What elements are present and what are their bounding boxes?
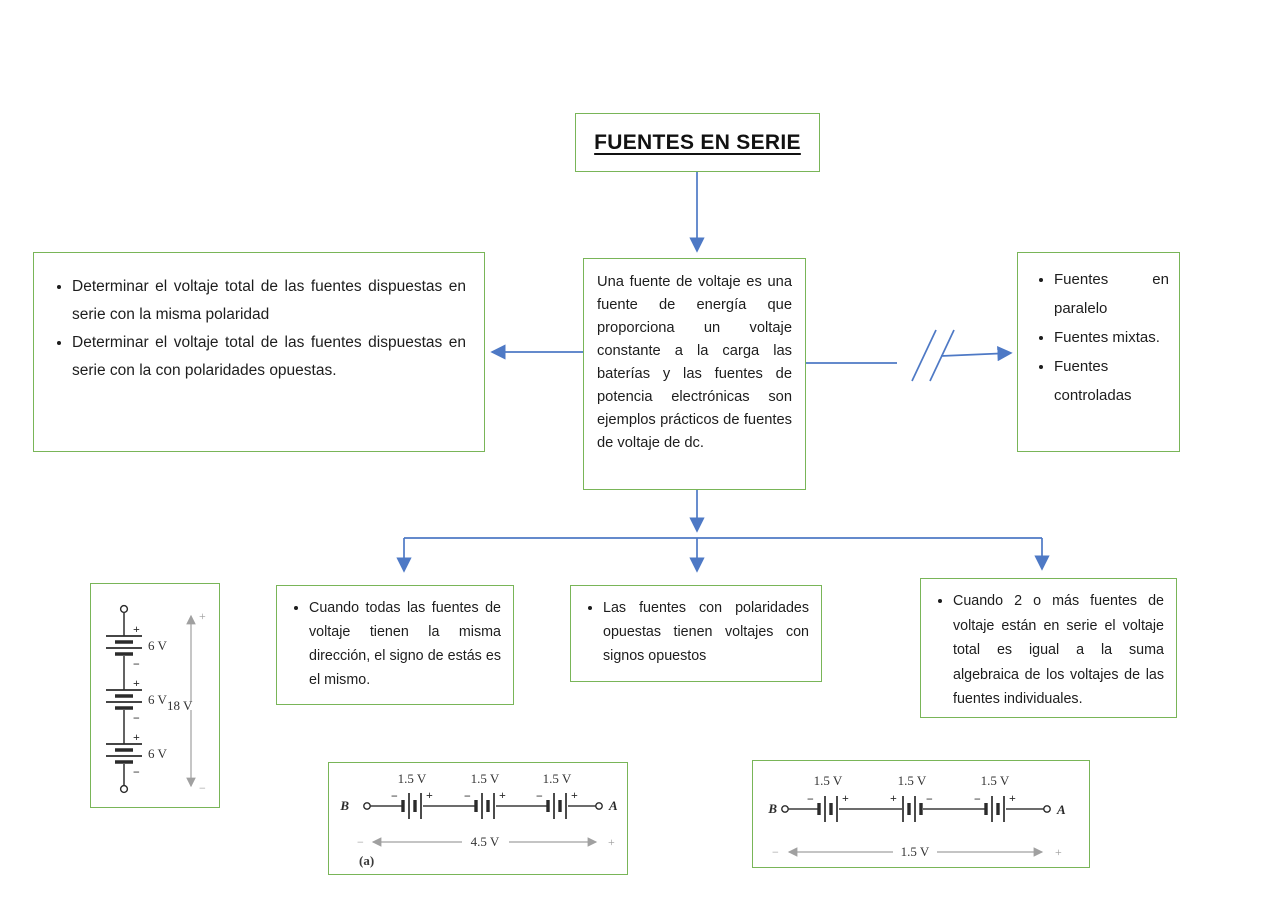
circuit-b-figure-box xyxy=(752,760,1090,868)
battery-3-minus-sign: − xyxy=(974,792,981,806)
sum-box xyxy=(920,578,1177,718)
total-plus-sign: + xyxy=(1055,845,1062,859)
battery-1-plus-sign: + xyxy=(842,791,849,805)
list-item: • Determinar el voltaje total de las fuentes dispuestas en serie con la misma polaridad xyxy=(72,273,466,329)
battery-2-plus-sign: + xyxy=(890,791,897,805)
total-minus-sign: − xyxy=(199,781,206,795)
terminal-circle-a xyxy=(596,803,602,809)
list-item: • Fuentes mixtas. xyxy=(1054,323,1169,352)
list-item: • Cuando 2 o más fuentes de voltaje están en serie el voltaje total es igual a la suma algebraica de los voltajes de las fuentes individuales. xyxy=(953,589,1164,712)
objectives-list xyxy=(48,273,466,385)
battery-1-minus-sign: − xyxy=(133,657,140,671)
battery-3-plus-sign: + xyxy=(1009,791,1016,805)
battery-1-minus-sign: − xyxy=(807,792,814,806)
list-item: • Cuando todas las fuentes de voltaje tienen la misma dirección, el signo de estás es el mismo. xyxy=(309,596,501,692)
battery-symbol-2 xyxy=(476,793,494,819)
terminal-circle-top xyxy=(121,606,128,613)
title-box xyxy=(575,113,820,172)
related-list xyxy=(1026,265,1169,410)
battery-symbol-1 xyxy=(403,793,421,819)
battery-3-label: 6 V xyxy=(148,746,167,761)
circuit-a-figure-box xyxy=(328,762,628,875)
total-minus-sign: − xyxy=(772,845,779,859)
battery-3-minus-sign: − xyxy=(536,789,543,803)
circuit-b-figure xyxy=(753,761,1088,866)
battery-2-label: 1.5 V xyxy=(470,771,500,786)
battery-symbol-2 xyxy=(106,690,142,708)
terminal-circle-bottom xyxy=(121,786,128,793)
terminal-circle-b xyxy=(782,806,788,812)
battery-1-minus-sign: − xyxy=(391,789,398,803)
total-plus-sign: + xyxy=(608,835,615,849)
battery-2-minus-sign: − xyxy=(133,711,140,725)
battery-3-label: 1.5 V xyxy=(980,773,1010,788)
opposite-polarity-list xyxy=(579,596,809,668)
terminal-b-label: B xyxy=(768,801,777,816)
battery-symbol-3 xyxy=(106,744,142,762)
break-slash-1 xyxy=(912,330,936,381)
battery-3-label: 1.5 V xyxy=(542,771,572,786)
battery-symbol-3 xyxy=(548,793,566,819)
battery-1-label: 1.5 V xyxy=(813,773,843,788)
related-box xyxy=(1017,252,1180,452)
battery-1-plus-sign: + xyxy=(133,622,140,636)
list-item: • Fuentes en paralelo xyxy=(1054,265,1169,323)
total-plus-sign: + xyxy=(199,609,206,623)
list-item: • Fuentes controladas xyxy=(1054,352,1169,410)
battery-symbol-2-reversed xyxy=(903,796,921,822)
page-title: FUENTES EN SERIE xyxy=(594,130,801,154)
terminal-circle-a xyxy=(1044,806,1050,812)
battery-3-plus-sign: + xyxy=(133,730,140,744)
opposite-polarity-box xyxy=(570,585,822,682)
terminal-b-label: B xyxy=(340,798,349,813)
arrow-to-related xyxy=(941,353,1011,356)
battery-2-label: 1.5 V xyxy=(897,773,927,788)
battery-1-label: 1.5 V xyxy=(397,771,427,786)
intro-box xyxy=(583,258,806,490)
terminal-a-label: A xyxy=(609,798,618,813)
battery-symbol-1 xyxy=(106,636,142,654)
figure-caption: (a) xyxy=(359,853,375,868)
total-minus-sign: − xyxy=(357,835,364,849)
battery-symbol-3 xyxy=(986,796,1004,822)
battery-2-minus-sign: − xyxy=(464,789,471,803)
same-direction-box xyxy=(276,585,514,705)
battery-symbol-1 xyxy=(819,796,837,822)
terminal-a-label: A xyxy=(1057,802,1066,817)
total-voltage-label: 4.5 V xyxy=(470,834,500,849)
total-voltage-label: 18 V xyxy=(167,698,193,713)
list-item: • Las fuentes con polaridades opuestas tienen voltajes con signos opuestos xyxy=(603,596,809,668)
objectives-box xyxy=(33,252,485,452)
battery-2-plus-sign: + xyxy=(499,788,506,802)
break-slash-2 xyxy=(930,330,954,381)
circuit-a-figure xyxy=(329,763,626,873)
battery-1-plus-sign: + xyxy=(426,788,433,802)
battery-1-label: 6 V xyxy=(148,638,167,653)
intro-text: Una fuente de voltaje es una fuente de energía que proporciona un voltaje constante a la carga las baterías y las fuentes de potencia electrónicas son ejemplos prácticos de fuentes de voltaje de dc. xyxy=(597,274,792,451)
battery-2-label: 6 V xyxy=(148,692,167,707)
same-direction-list xyxy=(285,596,501,692)
series-battery-figure-box xyxy=(90,583,220,808)
sum-list xyxy=(929,589,1164,712)
battery-3-minus-sign: − xyxy=(133,765,140,779)
series-battery-figure xyxy=(91,584,218,806)
terminal-circle-b xyxy=(364,803,370,809)
total-voltage-label: 1.5 V xyxy=(900,844,930,859)
battery-2-plus-sign: + xyxy=(133,676,140,690)
list-item: • Determinar el voltaje total de las fuentes dispuestas en serie con la con polaridades opuestas. xyxy=(72,329,466,385)
battery-2-minus-sign: − xyxy=(926,792,933,806)
battery-3-plus-sign: + xyxy=(571,788,578,802)
